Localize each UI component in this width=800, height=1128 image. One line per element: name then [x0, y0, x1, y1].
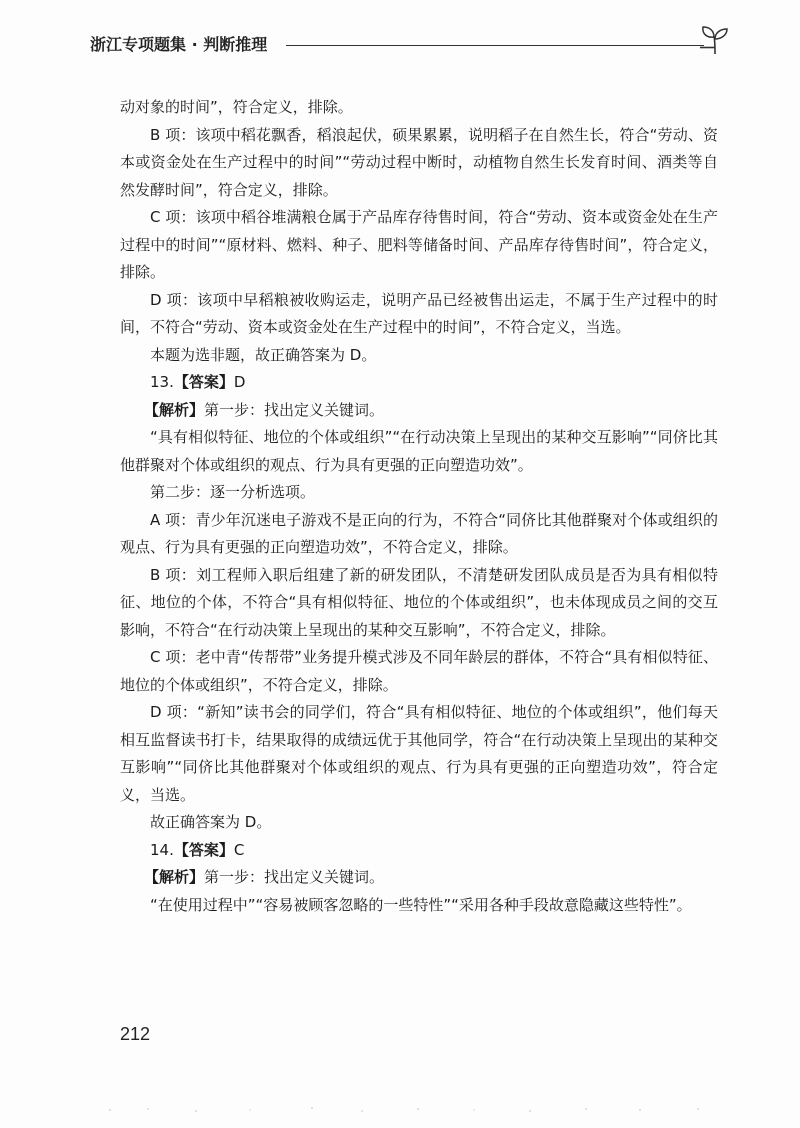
header-title: 浙江专项题集 · 判断推理: [90, 35, 268, 54]
paragraph: C 项：该项中稻谷堆满粮仓属于产品库存待售时间，符合“劳动、资本或资金处在生产过程中的时间”“原材料、燃料、种子、肥料等储备时间、产品库存待售时间”，符合定义，排除。: [120, 208, 718, 281]
answer-value: C: [233, 840, 245, 859]
paragraph: 动对象的时间”，符合定义，排除。: [120, 98, 353, 116]
header-rule: [286, 45, 704, 46]
question-number: 13.: [150, 373, 174, 391]
answer-label: 【答案】: [173, 840, 234, 859]
body-text: [120, 94, 718, 919]
answer-line-14: [120, 837, 718, 865]
running-header: [90, 22, 730, 62]
answer-line-13: [120, 369, 718, 397]
paragraph: B 项：该项中稻花飘香，稻浪起伏，硕果累累，说明稻子在自然生长，符合“劳动、资本或资金处在生产过程中的时间”“劳动过程中断时，动植物自然生长发育时间、酒类等自然发酵时间”，符合定义，排除。: [120, 125, 718, 199]
paragraph: A 项：青少年沉迷电子游戏不是正向的行为，不符合“同侪比其他群聚对个体或组织的观点、行为具有更强的正向塑造功效”，不符合定义，排除。: [120, 510, 718, 556]
paragraph: “在使用过程中”“容易被顾客忽略的一些特性”“采用各种手段故意隐藏这些特性”。: [150, 895, 692, 914]
paragraph: D 项：“新知”读书会的同学们，符合“具有相似特征、地位的个体或组织”，他们每天相互监督读书打卡，结果取得的成绩远优于其他同学，符合“在行动决策上呈现出的某种交互影响”“同侪比其他群聚对个体或组织的观点、行为具有更强的正向塑造功效”，符合定义，当选。: [120, 703, 718, 804]
analysis-label: 【解析】: [144, 868, 205, 886]
paragraph: “具有相似特征、地位的个体或组织”“在行动决策上呈现出的某种交互影响”“同侪比其他群聚对个体或组织的观点、行为具有更强的正向塑造功效”。: [120, 428, 718, 474]
analysis-label: 【解析】: [144, 400, 205, 419]
paragraph: 第二步：逐一分析选项。: [150, 483, 316, 501]
answer-label: 【答案】: [173, 373, 234, 391]
page-number: 212: [120, 1024, 151, 1044]
analysis-step: 第一步：找出定义关键词。: [204, 400, 385, 419]
analysis-step: 第一步：找出定义关键词。: [204, 868, 385, 886]
paragraph: C 项：老中青“传帮带”业务提升模式涉及不同年龄层的群体，不符合“具有相似特征、地位的个体或组织”，不符合定义，排除。: [120, 648, 718, 694]
scan-noise: [100, 1105, 720, 1115]
paragraph: D 项：该项中早稻粮被收购运走，说明产品已经被售出运走，不属于生产过程中的时间，不符合“劳动、资本或资金处在生产过程中的时间”，不符合定义，当选。: [120, 290, 718, 336]
paragraph: B 项：刘工程师入职后组建了新的研发团队，不清楚研发团队成员是否为具有相似特征、地位的个体，不符合“具有相似特征、地位的个体或组织”，也未体现成员之间的交互影响，不符合“在行动决策上呈现出的某种交互影响”，不符合定义，排除。: [120, 565, 718, 639]
paragraph: 本题为选非题，故正确答案为 D。: [150, 345, 377, 364]
answer-value: D: [233, 373, 246, 391]
question-number: 14.: [150, 840, 174, 859]
sprout-icon: [700, 24, 730, 56]
paragraph: 故正确答案为 D。: [150, 813, 272, 831]
analysis-line-14: [120, 864, 718, 892]
analysis-line-13: [120, 397, 718, 425]
